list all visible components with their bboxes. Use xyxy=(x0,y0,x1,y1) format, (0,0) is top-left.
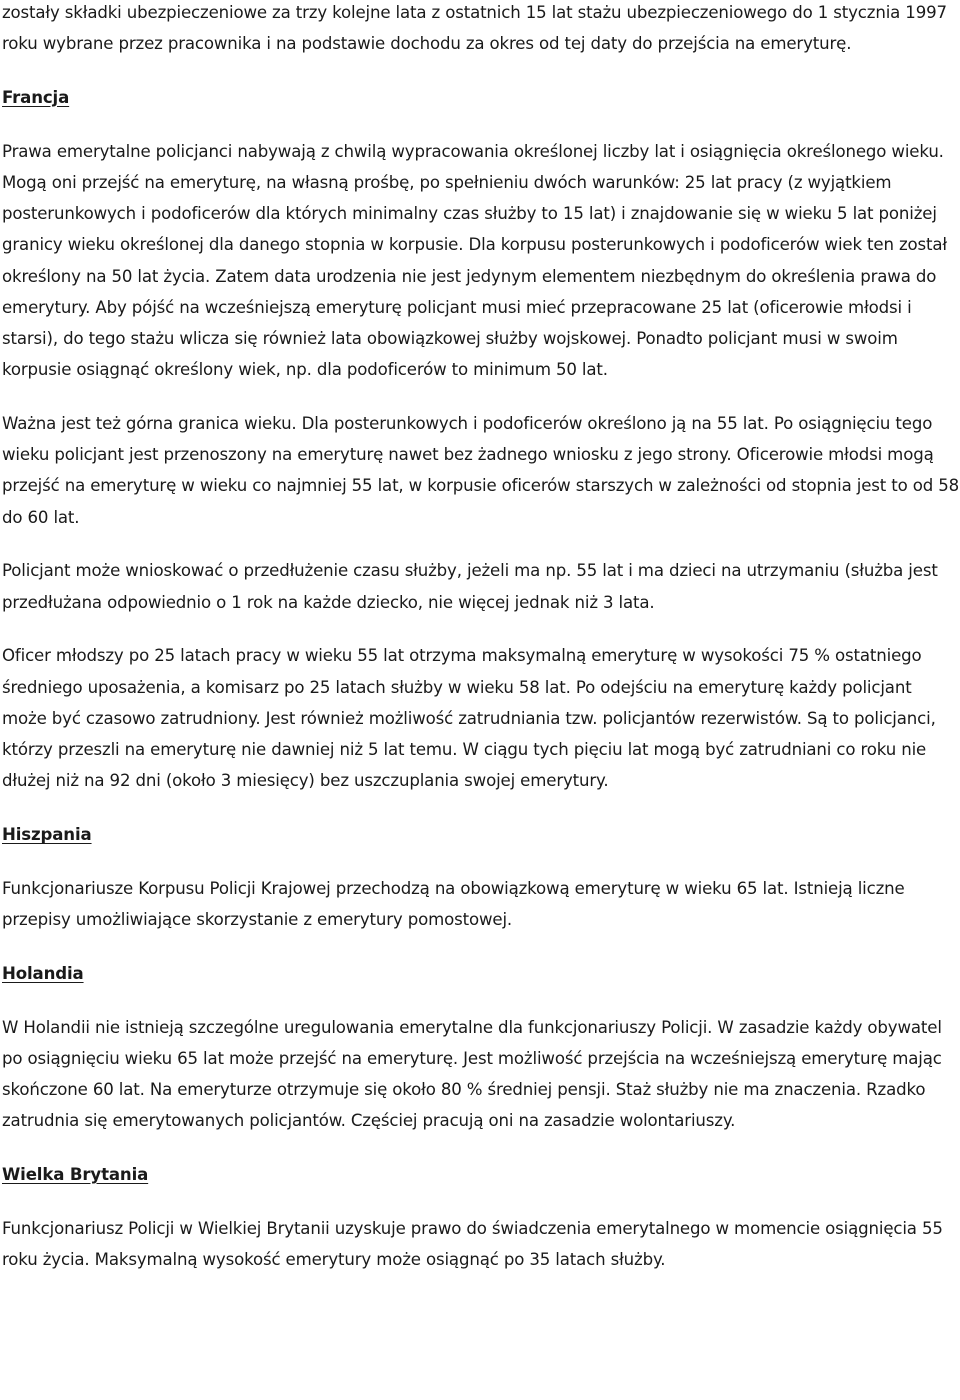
wielka-brytania-paragraph-1: Funkcjonariusz Policji w Wielkiej Brytanii uzyskuje prawo do świadczenia emerytalnego w momencie osiągnięcia 55 roku życia. Maksymalną wysokość emerytury może osiągnąć po 35 latach służby. xyxy=(2,1218,943,1270)
heading-hiszpania: Hiszpania xyxy=(2,825,92,845)
intro-paragraph: zostały składki ubezpieczeniowe za trzy kolejne lata z ostatnich 15 lat stażu ubezpieczeniowego do 1 stycznia 1997 roku wybrane przez pracownika i na podstawie dochodu za okres od tej daty do przejścia na emeryturę. xyxy=(2,3,947,54)
heading-francja: Francja xyxy=(2,88,70,107)
francja-paragraph-2: Ważna jest też górna granica wieku. Dla posterunkowych i podoficerów określono ją na 55 lat. Po osiągnięciu tego wieku policjant jest przenoszony na emeryturę nawet bez żadnego wniosku z jego strony. Oficerowie młodsi mogą przejść na emeryturę w wieku co najmniej 55 lat, w korpusie oficerów starszych w zależności od stopnia jest to od 58 do 60 lat. xyxy=(2,414,960,527)
section-wielka-brytania xyxy=(2,1159,960,1275)
holandia-paragraph-1: W Holandii nie istnieją szczególne uregulowania emerytalne dla funkcjonariuszy Policji. W zasadzie każdy obywatel po osiągnięciu wieku 65 lat może przejść na emeryturę. Jest możliwość przejścia na wcześniejszą emeryturę mając skończone 60 lat. Na emeryturze otrzymuje się około 80 % średniej pensji. Staż służby nie ma znaczenia. Rzadko zatrudnia się emerytowanych policjantów. Częściej pracują oni na zasadzie wolontariuszy. xyxy=(2,1017,942,1131)
heading-wielka-brytania: Wielka Brytania xyxy=(2,1165,149,1185)
heading-holandia: Holandia xyxy=(2,963,84,983)
section-francja xyxy=(2,82,960,796)
francja-paragraph-4: Oficer młodszy po 25 latach pracy w wieku 55 lat otrzyma maksymalną emeryturę w wysokości 75 % ostatniego średniego uposażenia, a komisarz po 25 latach służby w wieku 58 lat. Po odejściu na emeryturę każdy policjant może być czasowo zatrudniony. Jest również możliwość zatrudniania tzw. policjantów rezerwistów. Są to policjanci, którzy przeszli na emeryturę nie dawniej niż 5 lat temu. W ciągu tych pięciu lat mogą być zatrudniani co roku nie dłużej niż na 92 dni (około 3 miesięcy) bez uszczuplania swojej emerytury. xyxy=(2,646,936,791)
section-holandia xyxy=(2,958,960,1137)
section-hiszpania xyxy=(2,819,960,935)
francja-paragraph-3: Policjant może wnioskować o przedłużenie czasu służby, jeżeli ma np. 55 lat i ma dzieci na utrzymaniu (służba jest przedłużana odpowiednio o 1 rok na każde dziecko, nie więcej jednak niż 3 lata. xyxy=(2,561,938,612)
document-body xyxy=(2,0,960,1275)
hiszpania-paragraph-1: Funkcjonariusze Korpusu Policji Krajowej przechodzą na obowiązkową emeryturę w wieku 65 lat. Istnieją liczne przepisy umożliwiające skorzystanie z emerytury pomostowej. xyxy=(2,878,905,930)
francja-paragraph-1: Prawa emerytalne policjanci nabywają z chwilą wypracowania określonej liczby lat i osiągnięcia określonego wieku. Mogą oni przejść na emeryturę, na własną prośbę, po spełnieniu dwóch warunków: 25 lat pracy (z wyjątkiem posterunkowych i podoficerów dla których minimalny czas służby to 15 lat) i znajdowanie się w wieku 5 lat poniżej granicy wieku określonej dla danego stopnia w korpusie. Dla korpusu posterunkowych i podoficerów wiek ten został określony na 50 lat życia. Zatem data urodzenia nie jest jedynym elementem niezbędnym do określenia prawa do emerytury. Aby pójść na wcześniejszą emeryturę policjant musi mieć przepracowane 25 lat (oficerowie młodsi i starsi), do tego stażu wlicza się również lata obowiązkowej służby wojskowej. Ponadto policjant musi w swoim korpusie osiągnąć określony wiek, np. dla podoficerów to minimum 50 lat. xyxy=(2,141,947,380)
